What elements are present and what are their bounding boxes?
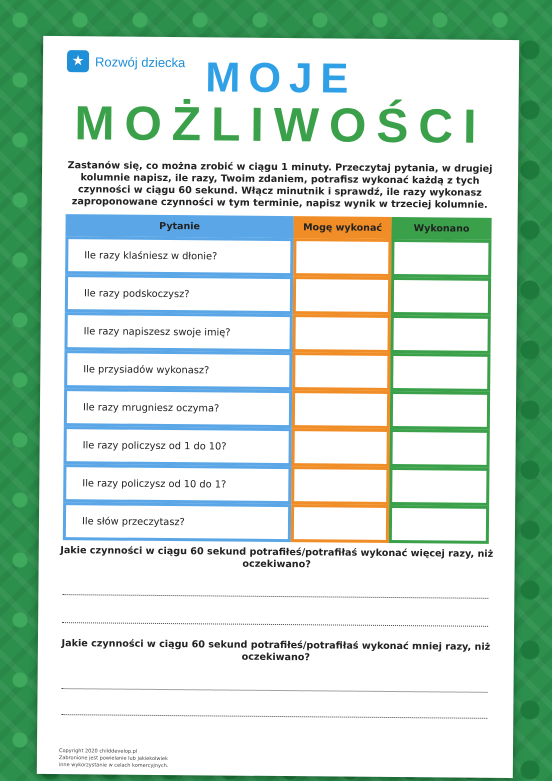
answer-line[interactable] (62, 622, 488, 627)
result-input-cell[interactable] (394, 318, 488, 351)
estimate-input-cell[interactable] (296, 317, 388, 350)
question-cell: Ile razy policzysz od 10 do 1? (66, 467, 288, 501)
table-row (64, 350, 490, 392)
question-cell: Ile razy klaśniesz w dłonie? (68, 239, 290, 273)
header-question: Pytanie (65, 214, 293, 238)
table-row (63, 426, 489, 468)
result-input-cell[interactable] (394, 280, 488, 313)
result-input-cell[interactable] (393, 432, 487, 465)
title-line-1: MOJE (205, 53, 357, 102)
result-input-cell[interactable] (393, 394, 487, 427)
child-figure-icon: ★ (67, 50, 89, 72)
estimate-input-cell[interactable] (295, 393, 387, 426)
estimate-input-cell[interactable] (295, 355, 387, 388)
title-line-2: MOŻLIWOŚCI (74, 97, 487, 154)
estimate-input-cell[interactable] (295, 431, 387, 464)
result-input-cell[interactable] (393, 356, 487, 389)
copyright-notice: Copyright 2020 childdevelop.pl Zabronione jest powielanie lub jakiekolwiek inne wykorzystanie w celach komercyjnych. (58, 748, 169, 770)
answer-line[interactable] (61, 714, 487, 719)
table-row (65, 274, 491, 316)
question-cell: Ile razy mrugniesz oczyma? (67, 391, 289, 425)
header-can-do: Mogę wykonać (293, 216, 391, 239)
question-more: Jakie czynności w ciągu 60 sekund potrafiłeś/potrafiłaś wykonać więcej razy, niż oczekiwano? (60, 545, 494, 571)
table-row (64, 312, 490, 354)
table-row (64, 388, 490, 430)
question-cell: Ile przysiadów wykonasz? (67, 353, 289, 387)
question-cell: Ile razy napiszesz swoje imię? (68, 315, 290, 349)
result-input-cell[interactable] (394, 242, 488, 275)
instructions: Zastanów się, co można zrobić w ciągu 1 minuty. Przeczytaj pytania, w drugiej kolumnie napisz, ile razy, Twoim zdaniem, potrafisz wykonać każdą z tych czynności w ciągu 60 sekund. Włącz minutnik i sprawdź, ile razy wykonasz zaproponowane czynności w tym terminie, napisz wynik w trzeciej kolumnie. (67, 160, 493, 211)
activity-table (63, 214, 492, 544)
result-input-cell[interactable] (392, 508, 486, 541)
table-row (65, 236, 491, 278)
worksheet (37, 36, 519, 778)
question-cell: Ile słów przeczytasz? (66, 505, 288, 539)
header-done: Wykonano (391, 217, 491, 240)
brand-name: Rozwój dziecka (94, 53, 186, 70)
answer-line[interactable] (62, 594, 488, 599)
estimate-input-cell[interactable] (296, 279, 388, 312)
table-row (63, 502, 489, 544)
estimate-input-cell[interactable] (294, 507, 386, 540)
question-cell: Ile razy policzysz od 1 do 10? (67, 429, 289, 463)
estimate-input-cell[interactable] (294, 469, 386, 502)
table-row (63, 464, 489, 506)
estimate-input-cell[interactable] (296, 241, 388, 274)
question-less: Jakie czynności w ciągu 60 sekund potrafiłeś/potrafiłaś wykonać mniej razy, niż oczekiwano? (61, 638, 491, 664)
result-input-cell[interactable] (392, 470, 486, 503)
answer-line[interactable] (62, 688, 488, 693)
question-cell: Ile razy podskoczysz? (68, 277, 290, 311)
